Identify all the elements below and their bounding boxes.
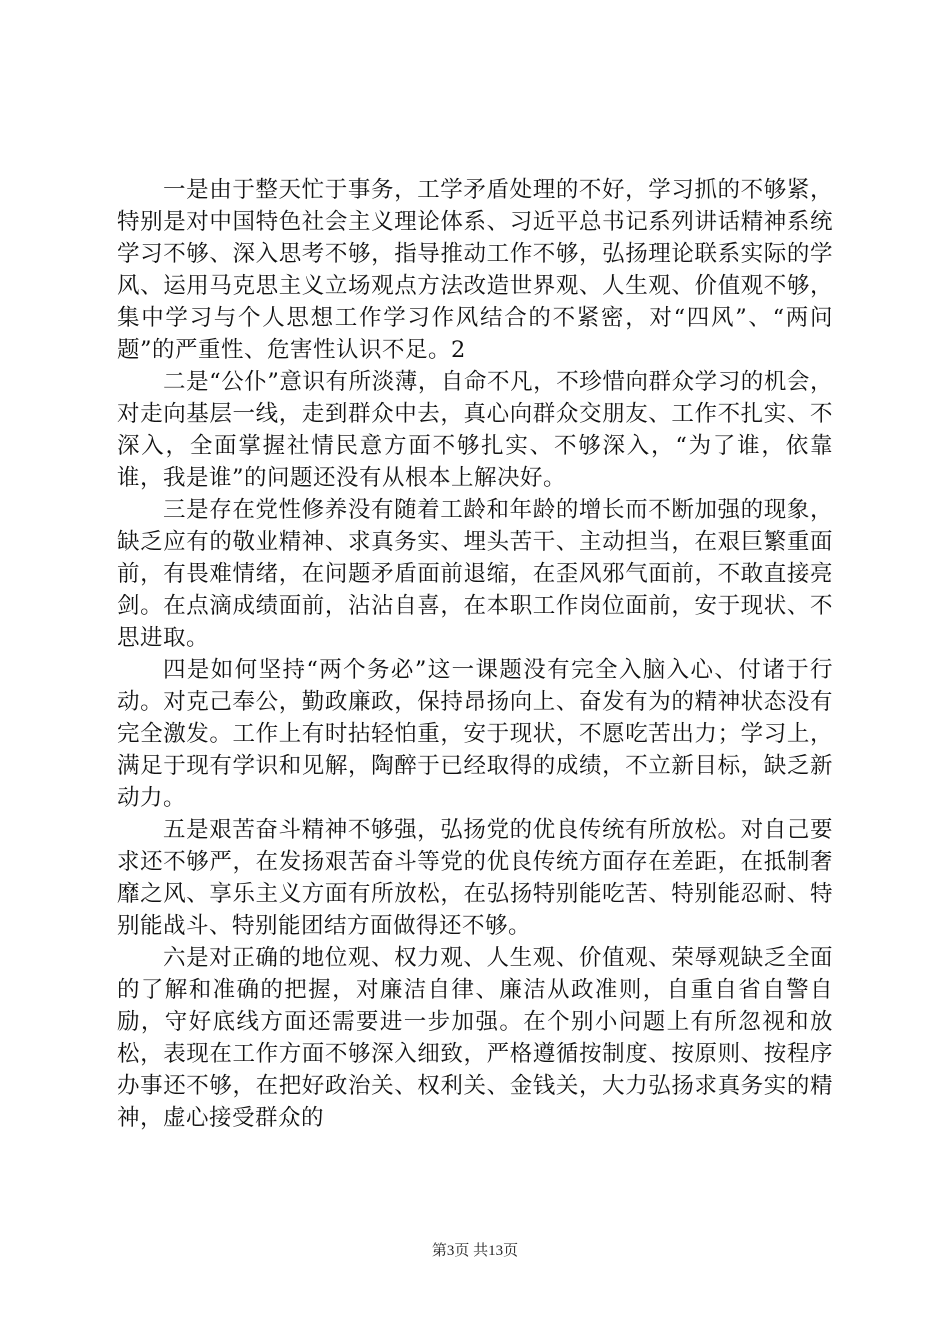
paragraph-4: 四是如何坚持“两个务必”这一课题没有完全入脑入心、付诸于行动。对克己奉公，勤政廉政，保持昂扬向上、奋发有为的精神状态没有完全激发。工作上有时拈轻怕重，安于现状，不愿吃苦出力；学习上，满足于现有学识和见解，陶醉于已经取得的成绩，不立新目标，缺乏新动力。 [117, 657, 833, 811]
page-number-footer: 第3页 共13页 [431, 1243, 519, 1259]
document-body [117, 174, 833, 1134]
paragraph-3: 三是存在党性修养没有随着工龄和年龄的增长而不断加强的现象，缺乏应有的敬业精神、求真务实、埋头苦干、主动担当，在艰巨繁重面前，有畏难情绪，在问题矛盾面前退缩，在歪风邪气面前，不敢直接亮剑。在点滴成绩面前，沾沾自喜，在本职工作岗位面前，安于现状、不思进取。 [117, 497, 833, 651]
paragraph-5: 五是艰苦奋斗精神不够强，弘扬党的优良传统有所放松。对自己要求还不够严，在发扬艰苦奋斗等党的优良传统方面存在差距，在抵制奢靡之风、享乐主义方面有所放松，在弘扬特别能吃苦、特别能忍耐、特别能战斗、特别能团结方面做得还不够。 [117, 817, 833, 939]
paragraph-2: 二是“公仆”意识有所淡薄，自命不凡，不珍惜向群众学习的机会，对走向基层一线，走到群众中去，真心向群众交朋友、工作不扎实、不深入，全面掌握社情民意方面不够扎实、不够深入，“为了谁，依靠谁，我是谁”的问题还没有从根本上解决好。 [117, 369, 833, 491]
paragraph-1: 一是由于整天忙于事务，工学矛盾处理的不好，学习抓的不够紧，特别是对中国特色社会主义理论体系、习近平总书记系列讲话精神系统学习不够、深入思考不够，指导推动工作不够，弘扬理论联系实际的学风、运用马克思主义立场观点方法改造世界观、人生观、价值观不够，集中学习与个人思想工作学习作风结合的不紧密，对“四风”、“两问题”的严重性、危害性认识不足。2 [117, 177, 833, 363]
paragraph-6: 六是对正确的地位观、权力观、人生观、价值观、荣辱观缺乏全面的了解和准确的把握，对廉洁自律、廉洁从政准则，自重自省自警自励，守好底线方面还需要进一步加强。在个别小问题上有所忽视和放松，表现在工作方面不够深入细致，严格遵循按制度、按原则、按程序办事还不够，在把好政治关、权利关、金钱关，大力弘扬求真务实的精神，虚心接受群众的 [117, 945, 833, 1131]
